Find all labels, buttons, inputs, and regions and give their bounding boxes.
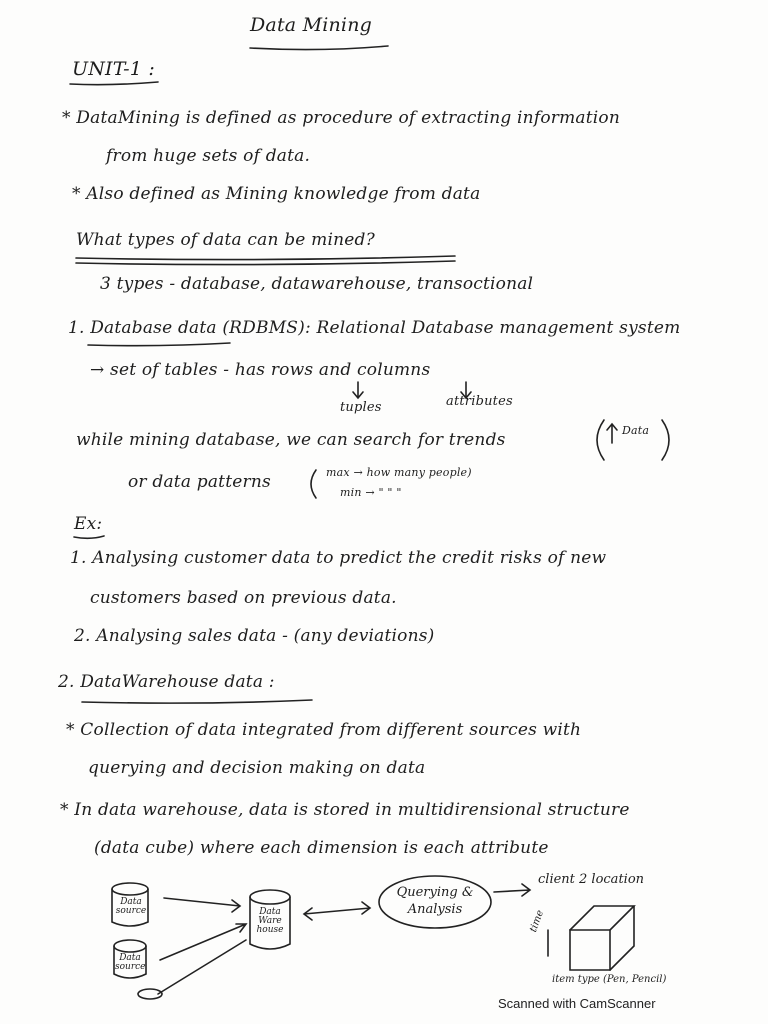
note-line: while mining database, we can search for trends xyxy=(76,430,506,450)
section-heading: 2. DataWarehouse data : xyxy=(58,672,275,692)
note-line: or data patterns xyxy=(128,472,271,492)
scanner-footer: Scanned with CamScanner xyxy=(498,996,656,1011)
cube-client-label: client 2 location xyxy=(538,872,645,887)
columns-annotation: attributes xyxy=(446,394,513,409)
trend-annotation: Data xyxy=(622,424,650,437)
note-line: 1. Analysing customer data to predict the credit risks of new xyxy=(70,548,607,568)
data-source-label: Data source xyxy=(115,897,147,916)
example-label: Ex: xyxy=(74,514,103,534)
note-line: (data cube) where each dimension is each attribute xyxy=(94,838,549,858)
note-line: * Collection of data integrated from different sources with xyxy=(66,720,582,740)
section-question: What types of data can be mined? xyxy=(76,230,375,250)
cube-time-label: time xyxy=(528,908,547,934)
note-line: * In data warehouse, data is stored in multidirensional structure xyxy=(60,800,630,820)
note-line: 3 types - database, datawarehouse, transoctional xyxy=(100,274,534,294)
unit-heading: UNIT-1 : xyxy=(72,58,155,80)
note-line: * Also defined as Mining knowledge from data xyxy=(72,184,481,204)
cube-itemtype-label: item type (Pen, Pencil) xyxy=(552,974,667,985)
page-title: Data Mining xyxy=(250,14,373,36)
warehouse-label: Data Ware house xyxy=(256,907,284,935)
section-heading: 1. Database data (RDBMS): Relational Database management system xyxy=(68,318,681,338)
note-line: from huge sets of data. xyxy=(106,146,311,166)
note-line: * DataMining is defined as procedure of extracting information xyxy=(62,108,620,128)
rows-annotation: tuples xyxy=(340,400,382,415)
data-source-label: Data source xyxy=(115,953,146,972)
note-line: → set of tables - has rows and columns xyxy=(90,360,431,380)
patterns-min-annotation: min → " " " xyxy=(340,486,402,499)
note-line: 2. Analysing sales data - (any deviations) xyxy=(74,626,435,646)
querying-analysis-bubble: Querying & Analysis xyxy=(396,885,474,917)
note-line: querying and decision making on data xyxy=(88,758,426,778)
patterns-max-annotation: max → how many people) xyxy=(326,466,472,479)
note-line: customers based on previous data. xyxy=(90,588,397,608)
